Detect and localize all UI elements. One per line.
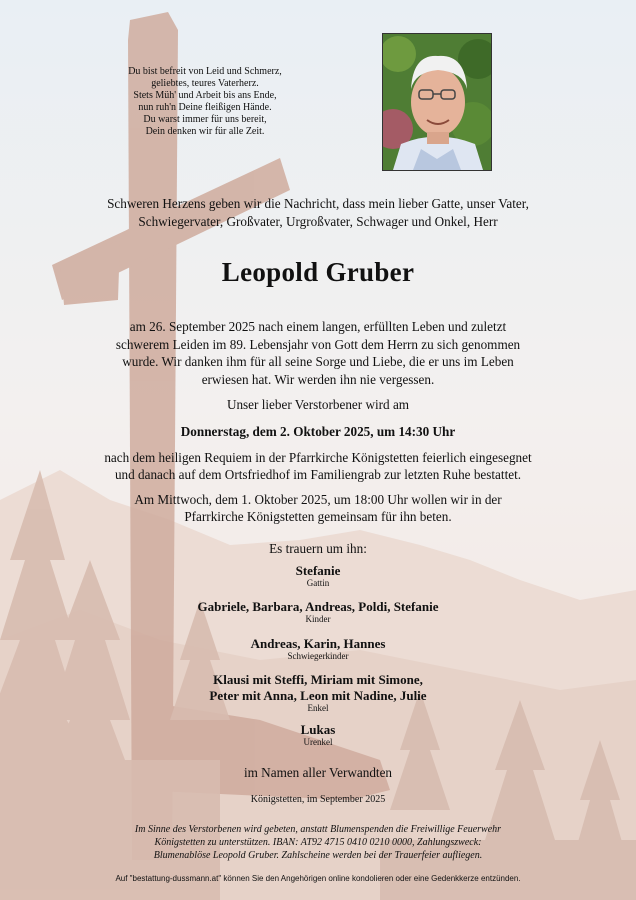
mourner-role: Urenkel — [303, 737, 333, 747]
mourners-heading: Es trauern um ihn: — [269, 541, 367, 556]
poem-line: Du bist befreit von Leid und Schmerz, — [128, 66, 282, 77]
prayer-line: Am Mittwoch, dem 1. Oktober 2025, um 18:00 Uhr wollen wir in der — [134, 492, 502, 507]
announcement-intro — [40, 195, 596, 231]
funeral-detail-line: und danach auf dem Ortsfriedhof im Familiengrab zur letzten Ruhe bestattet. — [114, 467, 522, 482]
mourner-role: Enkel — [307, 703, 329, 713]
donation-notice — [60, 823, 576, 862]
intro-line: Schweren Herzens geben wir die Nachricht, dass mein lieber Gatte, unser Vater, — [107, 196, 529, 211]
mourner-role: Schwiegerkinder — [287, 651, 349, 661]
mourner-name: Andreas, Karin, Hannes — [250, 636, 386, 651]
mourner-role: Gattin — [306, 578, 330, 588]
intro-line: Schwiegervater, Großvater, Urgroßvater, Schwager und Onkel, Herr — [138, 214, 498, 229]
poem-line: geliebtes, teures Vaterherz. — [151, 78, 259, 89]
notice-line: Blumenablöse Leopold Gruber. Zahlscheine werden bei der Trauerfeier aufliegen. — [153, 850, 483, 861]
funeral-intro: Unser lieber Verstorbener wird am — [226, 397, 410, 412]
paragraph-line: erwiesen hat. Wir werden ihn nie vergessen. — [201, 371, 435, 387]
mourners-closing: im Namen aller Verwandten — [243, 765, 393, 780]
place-date: Königstetten, im September 2025 — [250, 794, 386, 805]
prayer-line: Pfarrkirche Königstetten gemeinsam für ihn beten. — [184, 509, 452, 524]
poem-line: Du warst immer für uns bereit, — [143, 114, 267, 125]
mourner-name: Gabriele, Barbara, Andreas, Poldi, Stefanie — [197, 599, 439, 614]
mourner-name: Lukas — [300, 722, 336, 737]
death-paragraph — [60, 318, 576, 388]
portrait-photo — [382, 33, 492, 171]
paragraph-line: wurde. Wir danken ihm für all seine Sorge und Liebe, die er uns im Leben — [122, 354, 514, 369]
mourner-name: Peter mit Anna, Leon mit Nadine, Julie — [209, 688, 427, 703]
poem-line: nun ruh'n Deine fleißigen Hände. — [138, 102, 272, 113]
mourner-name: Klausi mit Steffi, Miriam mit Simone, — [213, 672, 423, 687]
notice-line: Im Sinne des Verstorbenen wird gebeten, anstatt Blumenspenden die Freiwillige Feuerwehr — [134, 824, 502, 835]
memorial-poem — [100, 66, 310, 138]
online-condolence-footer: Auf "bestattung-dussmann.at" können Sie den Angehörigen online kondolieren oder eine Gedenkkerze entzünden. — [115, 874, 521, 883]
funeral-detail-line: nach dem heiligen Requiem in der Pfarrkirche Königstetten feierlich eingesegnet — [104, 450, 532, 465]
notice-line: Königstetten zu unterstützen. IBAN: AT92 4715 0410 0210 0000, Zahlungszweck: — [154, 837, 482, 848]
poem-line: Dein denken wir für alle Zeit. — [145, 126, 265, 137]
poem-line: Stets Müh' und Arbeit bis ans Ende, — [133, 90, 277, 101]
paragraph-line: schwerem Leiden im 89. Lebensjahr von Gott dem Herrn zu sich genommen — [115, 336, 521, 352]
funeral-date: Donnerstag, dem 2. Oktober 2025, um 14:30 Uhr — [180, 424, 456, 439]
deceased-name: Leopold Gruber — [221, 257, 415, 287]
paragraph-line: am 26. September 2025 nach einem langen, erfüllten Leben und zuletzt — [129, 319, 507, 334]
mourner-role: Kinder — [305, 614, 331, 624]
mourner-name: Stefanie — [295, 563, 341, 578]
